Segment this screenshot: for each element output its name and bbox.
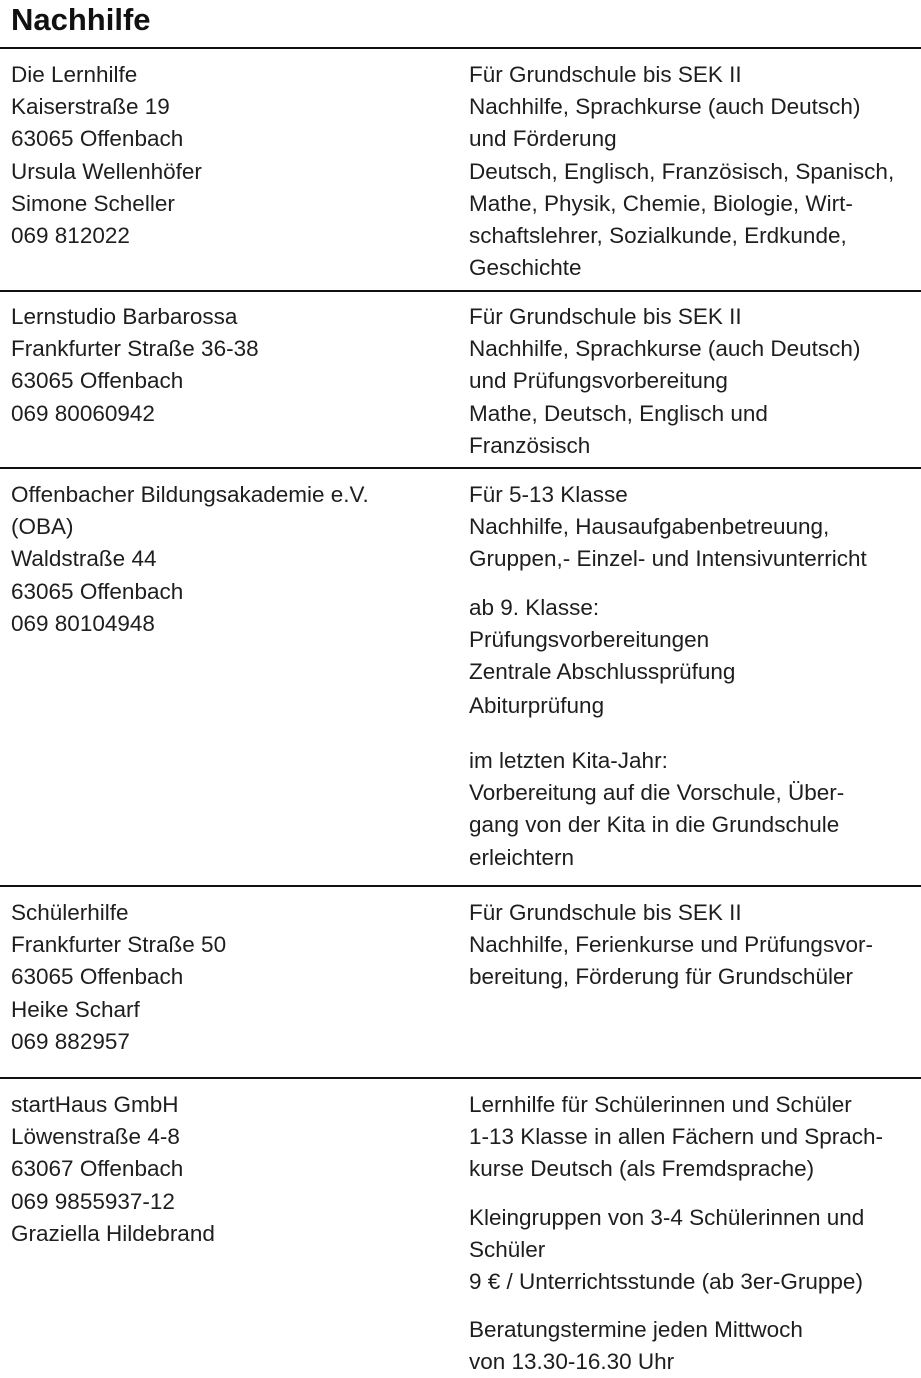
detail-line: Französisch — [469, 432, 591, 458]
entry-details — [469, 1314, 919, 1378]
detail-line: Nachhilfe, Ferienkurse und Prüfungsvor- — [469, 932, 873, 958]
address-line: startHaus GmbH — [11, 1092, 179, 1117]
divider — [0, 885, 921, 887]
address-line: Heike Scharf — [11, 996, 140, 1022]
detail-line: von 13.30-16.30 Uhr — [469, 1349, 675, 1375]
detail-line: Für 5-13 Klasse — [469, 482, 628, 507]
address-line: 63067 Offenbach — [11, 1156, 184, 1182]
detail-line: im letzten Kita-Jahr: — [469, 748, 668, 773]
address-line: 069 812022 — [11, 223, 130, 249]
detail-line: Für Grundschule bis SEK II — [469, 304, 742, 329]
address-line: Schülerhilfe — [11, 900, 129, 925]
address-line: Graziella Hildebrand — [11, 1220, 215, 1246]
address-line: 63065 Offenbach — [11, 578, 184, 604]
entry-address — [11, 301, 451, 430]
address-line: 069 9855937-12 — [11, 1188, 175, 1214]
detail-line: kurse Deutsch (als Fremdsprache) — [469, 1156, 815, 1182]
detail-line: Abiturprüfung — [469, 693, 605, 718]
address-line: Waldstraße 44 — [11, 546, 157, 572]
detail-line: und Förderung — [469, 126, 617, 152]
address-line: Frankfurter Straße 50 — [11, 932, 227, 958]
divider — [0, 47, 921, 49]
address-line: Offenbacher Bildungsakademie e.V. — [11, 482, 369, 507]
detail-line: 1-13 Klasse in allen Fächern und Sprach- — [469, 1124, 883, 1150]
address-line: 069 882957 — [11, 1028, 130, 1054]
entry-details — [469, 690, 919, 722]
address-line: 069 80060942 — [11, 400, 155, 426]
address-line: Frankfurter Straße 36-38 — [11, 336, 259, 362]
detail-line: schaftslehrer, Sozialkunde, Erdkunde, — [469, 223, 847, 249]
divider — [0, 1077, 921, 1079]
divider — [0, 290, 921, 292]
entry-address — [11, 479, 451, 640]
detail-line: Kleingruppen von 3-4 Schülerinnen und — [469, 1205, 865, 1230]
detail-line: Prüfungsvorbereitungen — [469, 627, 710, 653]
detail-line: bereitung, Förderung für Grundschüler — [469, 964, 853, 990]
detail-line: Nachhilfe, Sprachkurse (auch Deutsch) — [469, 336, 861, 362]
entry-address — [11, 59, 451, 252]
entry-details — [469, 897, 919, 994]
detail-line: Lernhilfe für Schülerinnen und Schüler — [469, 1092, 852, 1117]
address-line: 63065 Offenbach — [11, 964, 184, 990]
detail-line: gang von der Kita in die Grundschule — [469, 812, 840, 838]
address-line: Die Lernhilfe — [11, 62, 138, 87]
detail-line: Schüler — [469, 1237, 546, 1263]
address-line: Kaiserstraße 19 — [11, 94, 170, 120]
address-line: 63065 Offenbach — [11, 126, 184, 152]
address-line: Ursula Wellenhöfer — [11, 158, 202, 184]
detail-line: Mathe, Physik, Chemie, Biologie, Wirt- — [469, 190, 853, 216]
address-line: Lernstudio Barbarossa — [11, 304, 238, 329]
detail-line: Für Grundschule bis SEK II — [469, 900, 742, 925]
entry-details — [469, 592, 919, 689]
detail-line: Geschichte — [469, 255, 582, 281]
detail-line: Nachhilfe, Sprachkurse (auch Deutsch) — [469, 94, 861, 120]
detail-line: Zentrale Abschlussprüfung — [469, 659, 736, 685]
detail-line: Deutsch, Englisch, Französisch, Spanisch, — [469, 158, 895, 184]
detail-line: erleichtern — [469, 844, 575, 870]
address-line: Löwenstraße 4-8 — [11, 1124, 180, 1150]
page-title: Nachhilfe — [11, 2, 151, 37]
entry-details — [469, 1202, 919, 1299]
address-line: (OBA) — [11, 514, 74, 540]
detail-line: 9 € / Unterrichtsstunde (ab 3er-Gruppe) — [469, 1269, 863, 1295]
detail-line: Beratungstermine jeden Mittwoch — [469, 1317, 803, 1342]
entry-details — [469, 479, 919, 576]
detail-line: Vorbereitung auf die Vorschule, Über- — [469, 780, 845, 806]
entry-details — [469, 301, 919, 462]
entry-address — [11, 1089, 451, 1250]
entry-details — [469, 1089, 919, 1186]
detail-line: Gruppen,- Einzel- und Intensivunterricht — [469, 546, 867, 572]
divider — [0, 467, 921, 469]
address-line: 069 80104948 — [11, 610, 155, 636]
detail-line: Für Grundschule bis SEK II — [469, 62, 742, 87]
detail-line: Nachhilfe, Hausaufgabenbetreuung, — [469, 514, 830, 540]
detail-line: und Prüfungsvorbereitung — [469, 368, 728, 394]
detail-line: Mathe, Deutsch, Englisch und — [469, 400, 768, 426]
detail-line: ab 9. Klasse: — [469, 595, 600, 620]
entry-address — [11, 897, 451, 1058]
address-line: 63065 Offenbach — [11, 368, 184, 394]
entry-details — [469, 59, 919, 284]
entry-details — [469, 745, 919, 874]
address-line: Simone Scheller — [11, 190, 175, 216]
